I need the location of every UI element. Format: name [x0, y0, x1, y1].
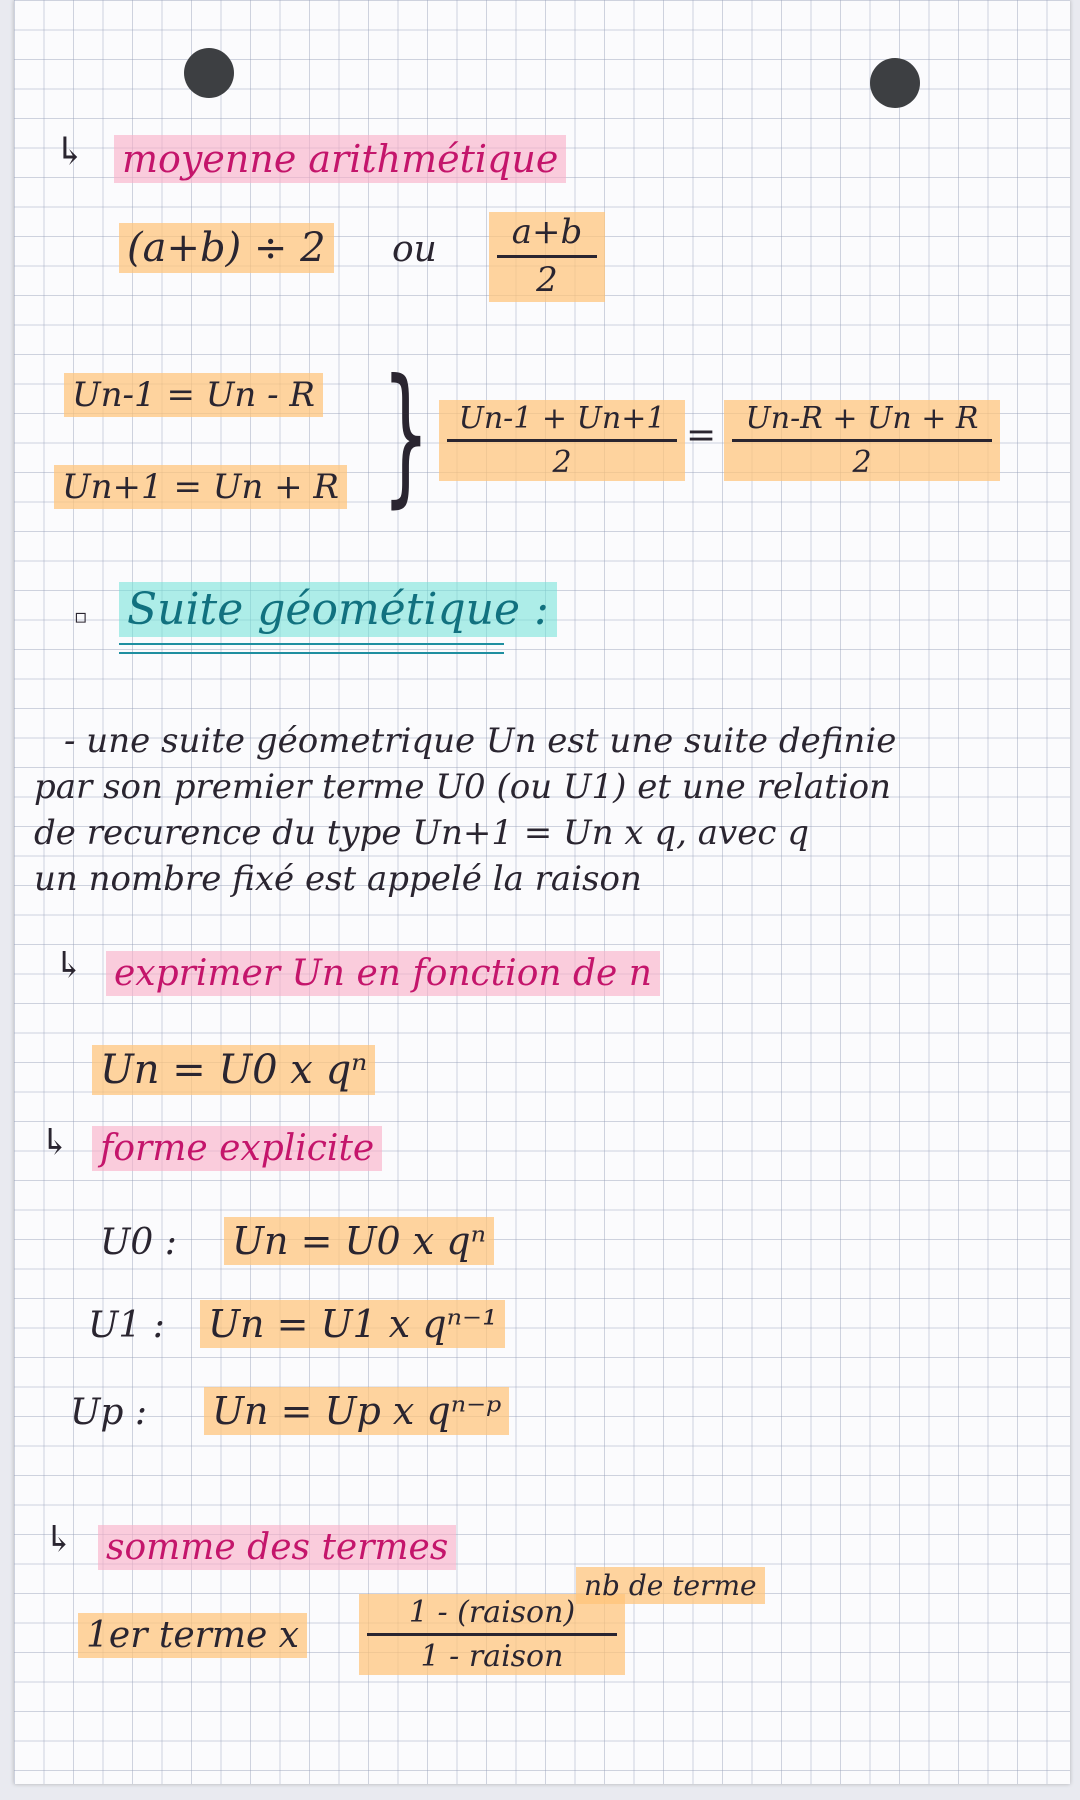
recurrence-line-1: Un-1 = Un - R	[64, 378, 323, 412]
heading-underline-2	[119, 652, 504, 654]
word-ou: ou	[392, 229, 437, 270]
arrow-icon: ↳	[44, 1519, 75, 1560]
heading-somme: somme des termes	[98, 1530, 456, 1566]
heading-exprimer: exprimer Un en fonction de n	[106, 956, 660, 992]
moyenne-fraction: a+b 2	[489, 212, 605, 302]
curly-brace: }	[382, 348, 430, 522]
recurrence-fraction-right: Un-R + Un + R 2	[724, 400, 1000, 481]
heading-moyenne: moyenne arithmétique	[114, 140, 566, 178]
recurrence-line-2: Un+1 = Un + R	[54, 470, 347, 504]
bullet-icon: ▫	[74, 604, 88, 628]
definition-line-4: un nombre fixé est appelé la raison	[34, 859, 642, 899]
recurrence-fraction-left: Un-1 + Un+1 2	[439, 400, 685, 481]
explicit-formula-2: Un = Up x qⁿ⁻ᵖ	[204, 1392, 509, 1430]
moyenne-inline-formula: (a+b) ÷ 2	[119, 228, 334, 268]
somme-exponent: nb de terme	[576, 1572, 765, 1600]
explicit-label-2: Up :	[70, 1392, 147, 1433]
definition-line-2: par son premier terme U0 (ou U1) et une relation	[34, 767, 891, 807]
definition-line-1: - une suite géometrique Un est une suite definie	[64, 721, 897, 761]
formula-expression: Un = U0 x qⁿ	[92, 1050, 375, 1090]
definition-line-3: de recurence du type Un+1 = Un x q, avec q	[34, 813, 809, 853]
binder-hole-right	[870, 58, 920, 108]
arrow-icon: ↳	[54, 129, 86, 173]
heading-suite-geometrique: Suite géométique :	[119, 588, 557, 632]
heading-forme-explicite: forme explicite	[92, 1131, 382, 1167]
notebook-sheet	[14, 0, 1070, 1784]
explicit-formula-1: Un = U1 x qⁿ⁻¹	[200, 1305, 505, 1343]
arrow-icon: ↳	[54, 945, 85, 986]
explicit-label-1: U1 :	[88, 1305, 165, 1346]
binder-hole-left	[184, 48, 234, 98]
equals-sign: =	[686, 415, 717, 456]
somme-fraction: 1 - (raison) 1 - raison	[359, 1594, 625, 1675]
arrow-icon: ↳	[40, 1122, 71, 1163]
definition-paragraph	[34, 718, 896, 902]
somme-first-term: 1er terme x	[78, 1618, 307, 1654]
explicit-formula-0: Un = U0 x qⁿ	[224, 1222, 494, 1260]
heading-underline-1	[119, 643, 504, 645]
explicit-label-0: U0 :	[100, 1222, 177, 1263]
